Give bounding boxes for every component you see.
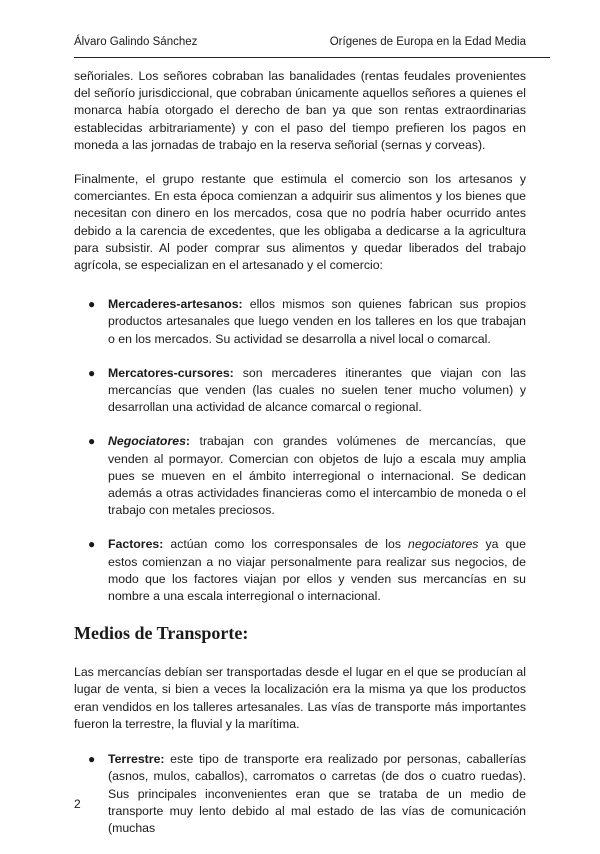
bullet-icon: ● [88,537,96,552]
term: Mercaderes-artesanos: [108,297,243,312]
description: ellos mismos son quienes fabrican sus propios productos artesanales que luego venden en los talleres en los que trabajan o en los mercados. Su actividad se desarrolla a nivel local o comarcal. [108,297,526,346]
list-item [74,751,526,837]
list-item [74,433,526,519]
bullet-icon: ● [88,297,96,312]
section-heading: Medios de Transporte: [74,623,249,644]
list-item [74,365,526,417]
term: Mercatores-cursores: [108,365,234,380]
description: ya que estos comienzan a no viajar personalmente para realizar sus negocios, de modo que los factores viajan por ellos y venden sus mercancías en su nombre a una escala interregional o internacional. [108,537,526,604]
merchant-types-list [74,296,526,605]
term-suffix: : [185,434,191,449]
bullet-icon: ● [88,365,96,380]
header-author: Álvaro Galindo Sánchez [74,36,198,48]
header-rule [74,57,550,58]
page-number: 2 [74,797,81,811]
page-header [74,36,526,48]
list-item [74,536,526,605]
header-title: Orígenes de Europa en la Edad Media [329,36,526,48]
term [108,434,190,448]
description: actúan como los corresponsales de los [163,537,409,552]
paragraph: señoriales. Los señores cobraban las banalidades (rentas feudales provenientes del señorío jurisdiccional, que cobraban únicamente aquellos señores a quienes el monarca había otorgado el derecho de ban ya que son rentas extraordinarias establecidas arbitrariamente) y con el paso del tiempo prefieren los pagos en moneda a las jornadas de trabajo en la reserva señorial (sernas y corveas). [74,69,526,152]
description: son mercaderes itinerantes que viajan con las mercancías que venden (las cuales no suelen tener mucho volumen) y desarrollan una actividad de alcance comarcal o regional. [108,365,526,415]
bullet-icon: ● [88,752,96,767]
transport-list [74,751,526,837]
term-italic: Negociatores [108,434,186,449]
term: Factores: [108,537,164,552]
list-item [74,296,526,348]
paragraph: Las mercancías debían ser transportadas desde el lugar en el que se producían al lugar de venta, si bien a veces la localización era la misma ya que los productos eran vendidos en los talleres artesanales. Las vías de transporte más importantes fueron la terrestre, la fluvial y la marítima. [74,665,526,731]
description: este tipo de transporte era realizado por personas, caballerías (asnos, mulos, caballos), carromatos o carretas (de dos o cuatro ruedas). Sus principales inconvenientes eran que se trataba de un medio de transporte muy lento debido al mal estado de las vías de comunicación (muchas [108,752,526,835]
description-italic: negociatores [408,537,479,552]
paragraph: Finalmente, el grupo restante que estimula el comercio son los artesanos y comerciantes. En esta época comienzan a adquirir sus alimentos y los bienes que necesitan con dinero en los mercados, cosa que no podría haber ocurrido antes debido a la carencia de excedentes, que les obligaba a dedicarse a la agricultura para subsistir. Al poder comprar sus alimentos y quedar liberados del trabajo agrícola, se especializan en el artesanado y el comercio: [74,172,526,273]
description: trabajan con grandes volúmenes de mercancías, que venden al pormayor. Comercian con objetos de lujo a escala muy amplia pues se mueven en el ámbito interregional o internacional. Se dedican además a otras actividades financieras como el intercambio de moneda o el trabajo con metales preciosos. [108,434,526,518]
bullet-icon: ● [88,434,96,449]
page-body [74,68,526,854]
term: Terrestre: [108,752,165,767]
